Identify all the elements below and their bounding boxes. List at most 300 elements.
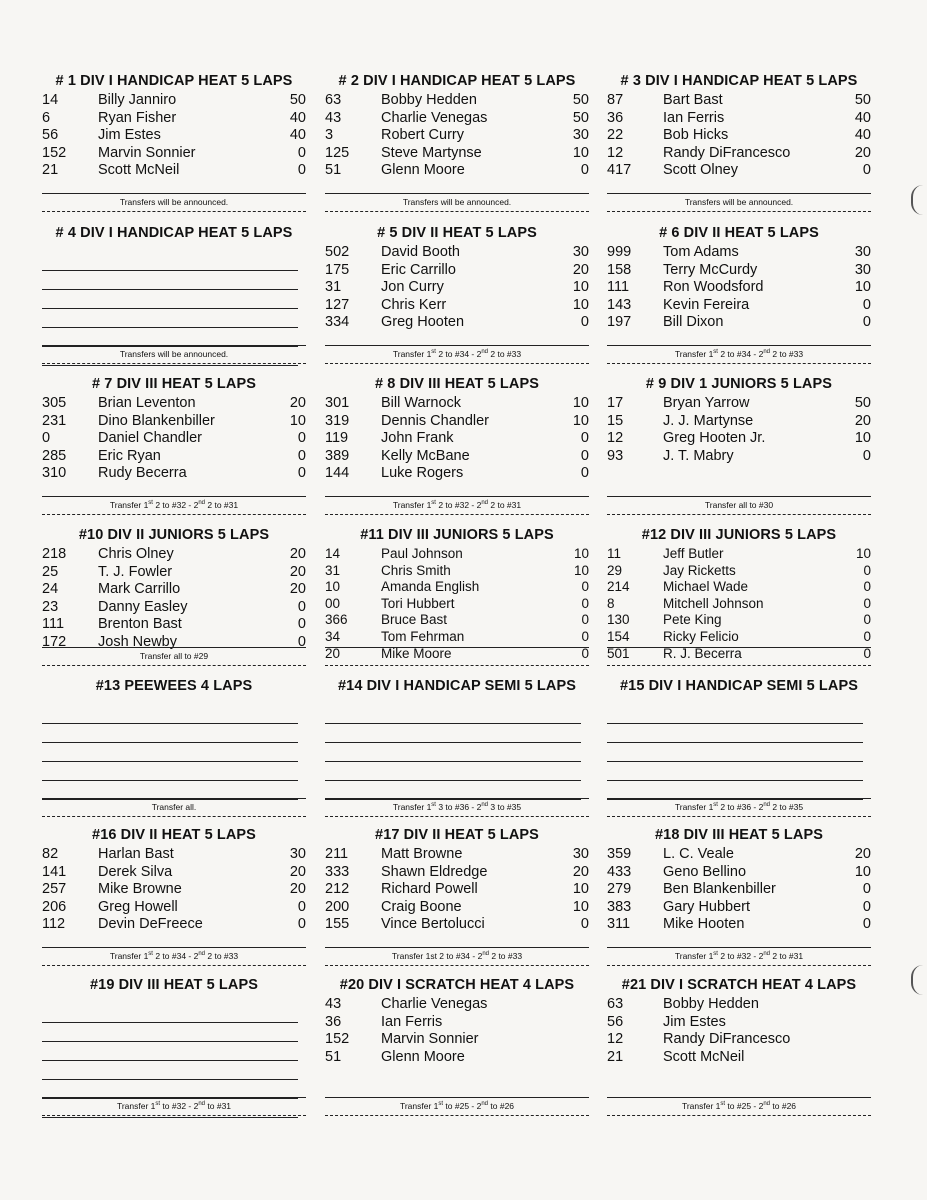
handicap-points: 0	[297, 430, 306, 446]
car-number: 206	[42, 898, 67, 915]
car-number: 154	[607, 628, 630, 644]
handicap-points: 0	[862, 314, 871, 330]
car-number: 34	[325, 628, 341, 644]
handicap-points: 30	[572, 244, 589, 260]
entry-row	[325, 127, 589, 145]
driver-name: J. T. Mabry	[663, 447, 734, 464]
handicap-points: 0	[297, 162, 306, 178]
entry-row	[325, 846, 589, 864]
separator-line	[42, 947, 306, 948]
dashed-separator	[607, 965, 871, 966]
blank-line	[42, 290, 298, 309]
handicap-points: 10	[572, 296, 589, 313]
transfer-note: Transfers will be announced.	[119, 349, 229, 359]
handicap-points: 0	[297, 616, 306, 633]
driver-name: Marvin Sonnier	[381, 1031, 479, 1047]
separator-line	[325, 193, 589, 194]
driver-name: Bobby Hedden	[381, 92, 477, 108]
blank-line	[42, 1061, 298, 1080]
dashed-separator	[42, 965, 306, 966]
dashed-separator	[42, 211, 306, 212]
entry-row	[325, 881, 589, 899]
heat-block	[42, 376, 306, 526]
handicap-points: 10	[572, 412, 589, 429]
car-number: 43	[325, 109, 342, 126]
heat-title: # 2 DIV I HANDICAP HEAT 5 LAPS	[338, 73, 576, 89]
entry-row	[607, 430, 871, 448]
heat-row	[0, 977, 927, 1127]
separator-line	[607, 193, 871, 194]
driver-name: Ron Woodsford	[663, 279, 764, 295]
heat-block	[42, 827, 306, 977]
car-number: 999	[607, 244, 632, 260]
car-number: 212	[325, 881, 350, 897]
handicap-points: 0	[863, 595, 871, 611]
blank-line	[607, 724, 863, 743]
transfer-note: Transfers will be announced.	[402, 197, 512, 207]
car-number: 21	[607, 1048, 624, 1065]
driver-name: Bruce Bast	[381, 612, 448, 628]
driver-name: Jeff Butler	[663, 546, 724, 561]
entry-row	[607, 579, 871, 596]
car-number: 433	[607, 863, 632, 880]
driver-name: Paul Johnson	[381, 546, 463, 561]
car-number: 231	[42, 412, 67, 429]
entry-list	[325, 846, 589, 934]
handicap-points: 10	[573, 562, 589, 578]
heat-block	[42, 527, 306, 677]
driver-name: Jay Ricketts	[663, 562, 736, 578]
heat-block	[325, 827, 589, 977]
driver-name: Ian Ferris	[381, 1013, 443, 1030]
transfer-note: Transfer 1st to #25 - 2nd to #26	[681, 1101, 797, 1111]
entry-row	[42, 846, 306, 864]
dashed-separator	[42, 816, 306, 817]
entry-row	[607, 899, 871, 917]
separator-line	[325, 496, 589, 497]
car-number: 36	[607, 109, 624, 126]
heat-block	[607, 827, 871, 977]
dashed-separator	[325, 211, 589, 212]
handicap-points: 0	[297, 633, 306, 650]
entry-list	[325, 996, 589, 1066]
heat-title: # 1 DIV I HANDICAP HEAT 5 LAPS	[55, 73, 293, 89]
separator-line	[325, 947, 589, 948]
driver-name: Terry McCurdy	[663, 261, 758, 278]
heat-title: #13 PEEWEES 4 LAPS	[95, 678, 253, 694]
handicap-points: 40	[854, 127, 871, 143]
entry-row	[42, 465, 306, 483]
driver-name: Tom Fehrman	[381, 628, 465, 644]
handicap-points: 20	[289, 863, 306, 880]
handicap-points: 0	[297, 144, 306, 161]
driver-name: Daniel Chandler	[98, 430, 202, 446]
entry-row	[325, 1049, 589, 1067]
heat-block	[325, 977, 589, 1127]
driver-name: Bryan Yarrow	[663, 395, 750, 411]
dashed-separator	[607, 211, 871, 212]
entry-row	[42, 145, 306, 163]
driver-name: Randy DiFrancesco	[663, 1031, 791, 1047]
blank-line	[607, 762, 863, 781]
dashed-separator	[607, 363, 871, 364]
heat-title: # 6 DIV II HEAT 5 LAPS	[659, 225, 819, 241]
handicap-points: 50	[289, 92, 306, 108]
transfer-note: Transfer all.	[151, 802, 197, 812]
dashed-separator	[607, 1115, 871, 1116]
entry-row	[325, 244, 589, 262]
handicap-points: 0	[581, 628, 589, 644]
driver-name: Danny Easley	[98, 598, 188, 615]
car-number: 22	[607, 127, 624, 143]
handicap-points: 0	[581, 645, 589, 661]
dashed-separator	[325, 1115, 589, 1116]
handicap-points: 20	[289, 563, 306, 580]
transfer-note: Transfer 1st to #25 - 2nd to #26	[399, 1101, 515, 1111]
heat-title: #18 DIV III HEAT 5 LAPS	[654, 827, 824, 843]
entry-row	[42, 413, 306, 431]
handicap-points: 0	[297, 465, 306, 481]
separator-line	[42, 193, 306, 194]
entry-row	[42, 564, 306, 582]
entry-row	[607, 279, 871, 297]
entry-row	[607, 563, 871, 580]
driver-name: Greg Hooten Jr.	[663, 430, 766, 446]
entry-row	[607, 162, 871, 180]
driver-name: Bob Hicks	[663, 127, 729, 143]
entry-row	[325, 448, 589, 466]
separator-line	[42, 798, 306, 799]
driver-name: John Frank	[381, 430, 454, 446]
heat-row	[0, 225, 927, 375]
driver-name: Jim Estes	[98, 127, 161, 143]
car-number: 51	[325, 162, 342, 178]
driver-name: Bill Warnock	[381, 395, 462, 411]
car-number: 00	[325, 595, 341, 611]
handicap-points: 10	[289, 412, 306, 429]
blank-line	[42, 743, 298, 762]
transfer-note: Transfer 1st 2 to #32 - 2nd 2 to #31	[109, 500, 239, 510]
car-number: 279	[607, 881, 632, 897]
blank-line	[325, 743, 581, 762]
driver-name: Scott McNeil	[663, 1048, 745, 1065]
separator-line	[325, 798, 589, 799]
driver-name: Mike Moore	[381, 645, 452, 661]
entry-list	[607, 92, 871, 180]
driver-name: Josh Newby	[98, 633, 177, 650]
driver-name: Devin DeFreece	[98, 916, 203, 932]
driver-name: Michael Wade	[663, 579, 749, 595]
entry-list	[607, 546, 871, 662]
car-number: 56	[42, 127, 59, 143]
transfer-note: Transfer 1st 3 to #36 - 2nd 3 to #35	[392, 802, 522, 812]
entry-row	[325, 314, 589, 332]
handicap-points: 10	[572, 144, 589, 161]
entry-row	[607, 262, 871, 280]
entry-row	[42, 634, 306, 652]
driver-name: David Booth	[381, 244, 460, 260]
entry-row	[325, 546, 589, 563]
entry-list	[607, 846, 871, 934]
handicap-points: 0	[862, 898, 871, 915]
entry-row	[607, 413, 871, 431]
entry-row	[607, 110, 871, 128]
driver-name: L. C. Veale	[663, 846, 734, 862]
car-number: 333	[325, 863, 350, 880]
handicap-points: 10	[573, 546, 589, 561]
handicap-points: 30	[854, 261, 871, 278]
entry-row	[607, 916, 871, 934]
driver-name: Tom Adams	[663, 244, 739, 260]
driver-name: Dino Blankenbiller	[98, 412, 215, 429]
heat-block	[607, 225, 871, 375]
handicap-points: 10	[572, 881, 589, 897]
handicap-points: 0	[862, 296, 871, 313]
transfer-note: Transfer all to #30	[704, 500, 774, 510]
driver-name: Bobby Hedden	[663, 996, 759, 1012]
car-number: 125	[325, 144, 350, 161]
heat-title: #20 DIV I SCRATCH HEAT 4 LAPS	[339, 977, 575, 993]
entry-row	[42, 127, 306, 145]
dashed-separator	[607, 816, 871, 817]
handicap-points: 20	[289, 395, 306, 411]
car-number: 383	[607, 898, 632, 915]
heat-block	[607, 977, 871, 1127]
car-number: 214	[607, 579, 630, 595]
car-number: 152	[42, 144, 67, 161]
handicap-points: 0	[580, 314, 589, 330]
driver-name: Craig Boone	[381, 898, 462, 915]
heat-block	[325, 225, 589, 375]
heat-block	[42, 225, 306, 375]
handicap-points: 0	[862, 881, 871, 897]
separator-line	[325, 345, 589, 346]
separator-line	[325, 1097, 589, 1098]
driver-name: Kelly McBane	[381, 447, 470, 464]
entry-row	[325, 279, 589, 297]
entry-row	[42, 546, 306, 564]
entry-row	[42, 110, 306, 128]
driver-name: Mark Carrillo	[98, 581, 181, 598]
entry-row	[607, 996, 871, 1014]
entry-row	[607, 244, 871, 262]
transfer-note: Transfers will be announced.	[684, 197, 794, 207]
entry-row	[607, 1014, 871, 1032]
heat-title: #21 DIV I SCRATCH HEAT 4 LAPS	[621, 977, 857, 993]
blank-line	[325, 762, 581, 781]
handicap-points: 10	[855, 546, 871, 561]
driver-name: Ryan Fisher	[98, 109, 177, 126]
car-number: 218	[42, 546, 67, 562]
car-number: 36	[325, 1013, 342, 1030]
separator-line	[607, 1097, 871, 1098]
car-number: 25	[42, 563, 59, 580]
car-number: 20	[325, 645, 341, 661]
heat-title: #17 DIV II HEAT 5 LAPS	[375, 827, 539, 843]
separator-line	[607, 947, 871, 948]
heat-block	[607, 73, 871, 223]
entry-row	[325, 395, 589, 413]
separator-line	[607, 647, 871, 648]
handicap-points: 0	[863, 612, 871, 628]
entry-row	[325, 430, 589, 448]
handicap-points: 10	[854, 430, 871, 446]
entry-row	[607, 145, 871, 163]
entry-list	[42, 395, 306, 483]
driver-name: Charlie Venegas	[381, 109, 488, 126]
driver-name: Shawn Eldredge	[381, 863, 488, 880]
driver-name: Chris Smith	[381, 562, 451, 578]
handicap-points: 50	[854, 92, 871, 108]
car-number: 310	[42, 465, 67, 481]
dashed-separator	[325, 665, 589, 666]
handicap-points: 0	[863, 562, 871, 578]
handicap-points: 40	[289, 109, 306, 126]
handicap-points: 0	[297, 916, 306, 932]
car-number: 29	[607, 562, 623, 578]
driver-name: Geno Bellino	[663, 863, 747, 880]
heat-title: #14 DIV I HANDICAP SEMI 5 LAPS	[337, 678, 577, 694]
driver-name: R. J. Becerra	[663, 645, 742, 661]
car-number: 10	[325, 579, 341, 595]
car-number: 12	[607, 430, 624, 446]
handicap-points: 0	[863, 628, 871, 644]
separator-line	[42, 647, 306, 648]
heat-row	[0, 678, 927, 828]
car-number: 127	[325, 296, 350, 313]
transfer-note: Transfer 1st 2 to #32 - 2nd 2 to #31	[674, 951, 804, 961]
heat-title: #10 DIV II JUNIORS 5 LAPS	[78, 527, 270, 543]
entry-row	[607, 612, 871, 629]
handicap-points: 10	[572, 898, 589, 915]
handicap-points: 30	[572, 127, 589, 143]
heat-title: # 8 DIV III HEAT 5 LAPS	[375, 376, 539, 392]
handicap-points: 0	[580, 916, 589, 932]
blank-line	[42, 309, 298, 328]
car-number: 502	[325, 244, 350, 260]
handicap-points: 0	[580, 430, 589, 446]
driver-name: Eric Carrillo	[381, 261, 456, 278]
entry-row	[325, 612, 589, 629]
blank-line	[42, 252, 298, 271]
handicap-points: 50	[572, 109, 589, 126]
handicap-points: 0	[580, 447, 589, 464]
entry-row	[607, 646, 871, 663]
separator-line	[607, 798, 871, 799]
heat-title: #16 DIV II HEAT 5 LAPS	[92, 827, 256, 843]
handicap-points: 0	[581, 595, 589, 611]
blank-line	[607, 743, 863, 762]
dashed-separator	[325, 514, 589, 515]
driver-name: Jim Estes	[663, 1013, 726, 1030]
driver-name: Ben Blankenbiller	[663, 881, 776, 897]
car-number: 17	[607, 395, 624, 411]
dashed-separator	[42, 1115, 306, 1116]
entry-row	[607, 92, 871, 110]
entry-list	[325, 92, 589, 180]
driver-name: Robert Curry	[381, 127, 464, 143]
blank-entry-lines	[607, 705, 863, 800]
transfer-note: Transfer 1st 2 to #34 - 2nd 2 to #33	[109, 951, 239, 961]
car-number: 0	[42, 430, 51, 446]
separator-line	[42, 496, 306, 497]
car-number: 12	[607, 1031, 624, 1047]
driver-name: Charlie Venegas	[381, 996, 488, 1012]
car-number: 63	[607, 996, 624, 1012]
blank-line	[325, 705, 581, 724]
heat-block	[325, 678, 589, 828]
entry-row	[42, 448, 306, 466]
blank-line	[42, 705, 298, 724]
heat-block	[42, 73, 306, 223]
heat-row	[0, 827, 927, 977]
transfer-note: Transfer 1st 2 to #32 - 2nd 2 to #31	[392, 500, 522, 510]
car-number: 24	[42, 581, 59, 598]
car-number: 111	[42, 616, 65, 633]
entry-list	[42, 846, 306, 934]
handicap-points: 0	[580, 465, 589, 481]
driver-name: Ricky Felicio	[663, 628, 739, 644]
car-number: 87	[607, 92, 624, 108]
dashed-separator	[42, 514, 306, 515]
blank-line	[607, 705, 863, 724]
dashed-separator	[42, 363, 306, 364]
heat-title: # 9 DIV 1 JUNIORS 5 LAPS	[645, 376, 833, 392]
entry-row	[42, 92, 306, 110]
car-number: 301	[325, 395, 350, 411]
driver-name: Bill Dixon	[663, 314, 724, 330]
entry-row	[325, 145, 589, 163]
heat-block	[42, 977, 306, 1127]
heat-title: # 5 DIV II HEAT 5 LAPS	[377, 225, 537, 241]
car-number: 111	[607, 279, 630, 295]
dashed-separator	[42, 665, 306, 666]
driver-name: Chris Kerr	[381, 296, 447, 313]
dashed-separator	[325, 363, 589, 364]
heat-title: # 4 DIV I HANDICAP HEAT 5 LAPS	[55, 225, 293, 241]
transfer-note: Transfer 1st 2 to #34 - 2nd 2 to #33	[392, 349, 522, 359]
car-number: 389	[325, 447, 350, 464]
car-number: 119	[325, 430, 349, 446]
handicap-points: 0	[862, 447, 871, 464]
separator-line	[42, 1097, 306, 1098]
entry-row	[607, 846, 871, 864]
blank-line	[325, 724, 581, 743]
transfer-note: Transfer all to #29	[139, 651, 209, 661]
car-number: 93	[607, 447, 624, 464]
car-number: 51	[325, 1048, 342, 1065]
handicap-points: 30	[572, 846, 589, 862]
entry-row	[607, 546, 871, 563]
entry-row	[42, 616, 306, 634]
handicap-points: 30	[289, 846, 306, 862]
driver-name: J. J. Martynse	[663, 412, 754, 429]
driver-name: Marvin Sonnier	[98, 144, 196, 161]
car-number: 285	[42, 447, 67, 464]
handicap-points: 0	[863, 645, 871, 661]
car-number: 43	[325, 996, 342, 1012]
blank-line	[42, 1023, 298, 1042]
entry-list	[325, 546, 589, 662]
transfer-note: Transfer 1st to #32 - 2nd to #31	[116, 1101, 232, 1111]
entry-row	[42, 916, 306, 934]
driver-name: Dennis Chandler	[381, 412, 490, 429]
car-number: 14	[42, 92, 59, 108]
car-number: 11	[607, 546, 622, 561]
heat-title: #11 DIV III JUNIORS 5 LAPS	[360, 527, 554, 543]
entry-row	[607, 596, 871, 613]
car-number: 175	[325, 261, 350, 278]
